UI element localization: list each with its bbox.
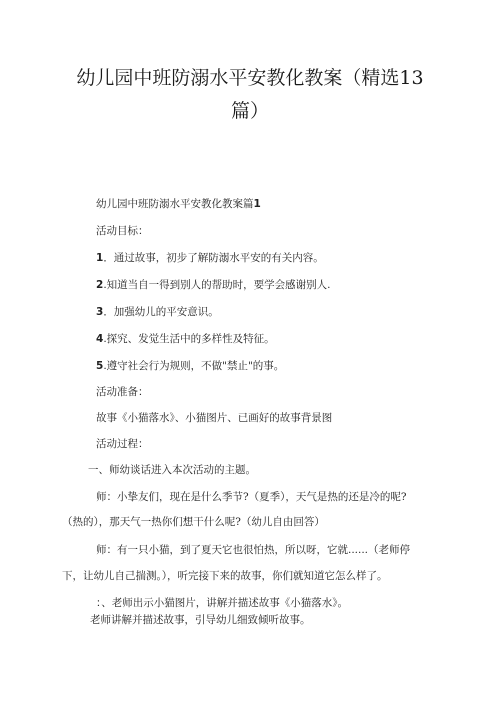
- process-step-2: ：、老师出示小猫图片，讲解并描述故事《小猫落水》。: [96, 597, 348, 609]
- process-step-2-detail: 老师讲解并描述故事，引导幼儿细致倾听故事。: [90, 614, 311, 626]
- goal-item: [96, 278, 331, 292]
- process-label: 活动过程：: [96, 438, 149, 450]
- goal-text: ．通过故事，初步了解防溺水平安的有关内容。: [103, 252, 324, 264]
- document-title-line-1: 幼儿园中班防溺水平安教化教案（精选13: [76, 67, 424, 89]
- section-heading: [96, 197, 261, 211]
- story-line-2: 下，让幼儿自己揣测。），听完接下来的故事，你们就知道它怎么样了。: [62, 570, 388, 582]
- goal-text: ．加强幼儿的平安意识。: [103, 306, 219, 318]
- goal-number: 4: [96, 333, 104, 345]
- process-step-1: 一、师幼谈话进入本次活动的主题。: [88, 464, 256, 476]
- goal-item: [96, 359, 284, 373]
- goal-number: 5: [96, 360, 104, 372]
- section-heading-text: 幼儿园中班防溺水平安教化教案篇: [96, 198, 254, 210]
- story-line-1: 师：有一只小猫，到了夏天它也很怕热，所以呀，它就......（老师停: [96, 544, 411, 556]
- goal-text: .遵守社会行为规则，不做"禁止"的事。: [103, 360, 285, 372]
- goal-number: 2: [96, 279, 104, 291]
- teacher-question-line-2: （热的），那天气一热你们想干什么呢?（幼儿自由回答）: [62, 516, 325, 528]
- goal-text: .探究、发觉生活中的多样性及特征。: [103, 333, 275, 345]
- section-heading-number: 1: [253, 198, 261, 210]
- teacher-question-line-1: 师：小挚友们，现在是什么季节?（夏季），天气是热的还是冷的呢?: [96, 491, 407, 503]
- goal-item: [96, 251, 324, 265]
- goals-label: 活动目标：: [96, 225, 149, 237]
- goal-number: 3: [96, 306, 104, 318]
- prep-text: 故事《小猫落水》、小猫图片、已画好的故事背景图: [96, 412, 333, 424]
- goal-number: 1: [96, 252, 104, 264]
- prep-label: 活动准备：: [96, 386, 149, 398]
- goal-text: .知道当自一得到别人的帮助时，要学会感谢别人.: [103, 279, 331, 291]
- goal-item: [96, 305, 219, 319]
- goal-item: [96, 332, 275, 346]
- document-title-line-2: 篇）: [230, 100, 269, 122]
